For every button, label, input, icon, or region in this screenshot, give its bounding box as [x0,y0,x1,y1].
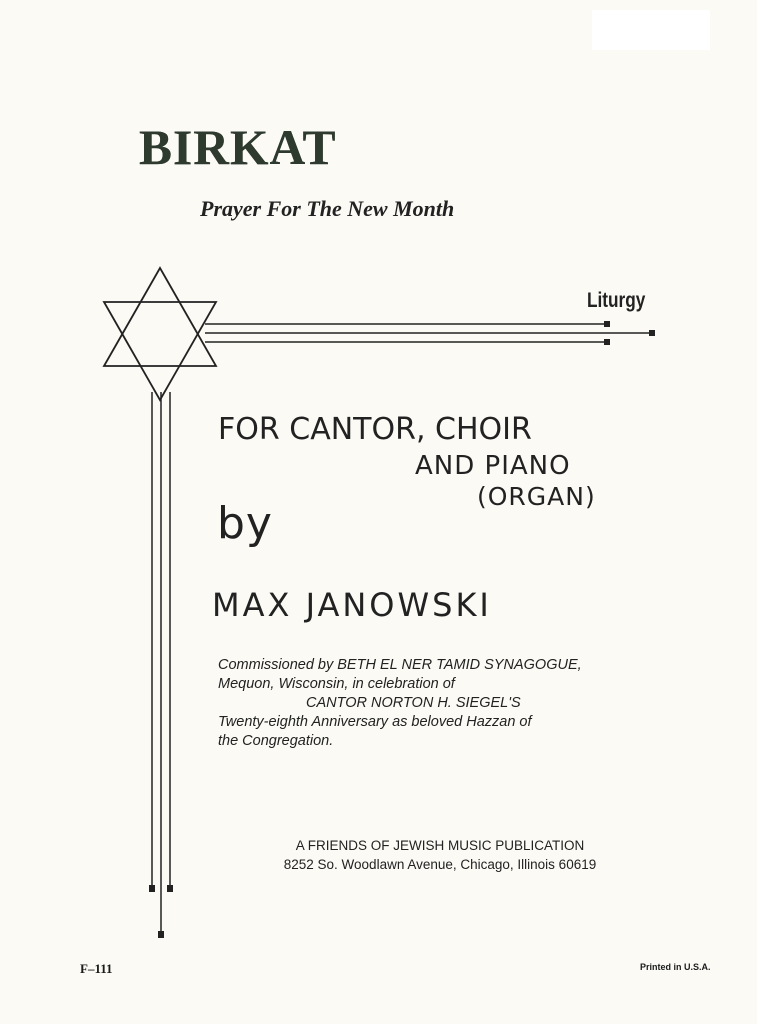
composer-name: MAX JANOWSKI [212,586,492,624]
dedication-line-3: CANTOR NORTON H. SIEGEL'S [306,695,521,711]
publisher-name: A FRIENDS OF JEWISH MUSIC PUBLICATION [295,838,585,853]
dedication-line-4: Twenty-eighth Anniversary as beloved Hazzan of [218,714,532,730]
dedication-text [218,656,618,751]
page-title: BIRKAT [139,119,336,174]
scoring-line-2: AND PIANO [415,451,571,481]
horizontal-rule-lines [205,324,652,342]
dedication-line-2: Mequon, Wisconsin, in celebration of [218,676,455,692]
printed-in-label: Printed in U.S.A. [640,962,711,972]
dedication-line-5: the Congregation. [218,733,334,749]
page-subtitle: Prayer For The New Month [200,196,455,221]
publisher-address: 8252 So. Woodlawn Avenue, Chicago, Illinois 60619 [283,857,597,872]
star-of-david-icon [104,268,216,400]
vertical-rule-lines [152,392,170,934]
dedication-line-1: Commissioned by BETH EL NER TAMID SYNAGOGUE, [218,657,582,673]
scoring-line-3: (ORGAN) [477,482,596,511]
category-label: Liturgy [587,289,646,312]
by-label: by [217,498,273,549]
scoring-line-1: FOR CANTOR, CHOIR [218,412,532,447]
catalog-code: F–111 [80,961,113,976]
publisher-block [240,836,640,874]
